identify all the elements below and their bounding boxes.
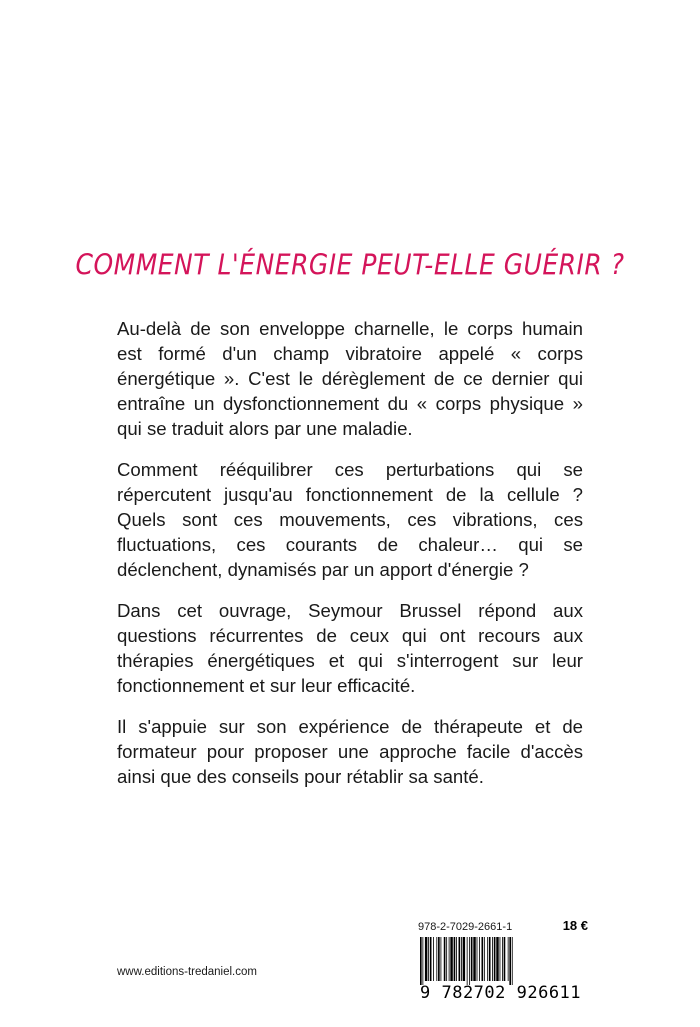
barcode-bar	[487, 937, 488, 981]
barcode-bar	[471, 937, 473, 981]
blurb-paragraph: Il s'appuie sur son expérience de thérapeute et de formateur pour proposer une approche facile d'accès ainsi que des conseils pour rétablir sa santé.	[117, 716, 583, 787]
barcode-bar	[463, 937, 465, 981]
barcode-bar	[512, 937, 513, 985]
barcode-bar	[479, 937, 480, 981]
barcode-bar	[444, 937, 446, 981]
barcode-bar	[428, 937, 429, 981]
barcode-bar	[482, 937, 484, 981]
barcode-bar	[425, 937, 427, 981]
barcode-bar	[446, 937, 447, 981]
blurb-paragraph: Au-delà de son enveloppe charnelle, le corps humain est formé d'un champ vibratoire appelé « corps énergétique ». C'est le dérèglement de ce dernier qui entraîne un dysfonctionnement du « corps physique » qui se traduit alors par une maladie.	[117, 318, 583, 439]
back-cover-blurb	[117, 316, 583, 805]
barcode-bar	[473, 937, 475, 981]
barcode-bar	[500, 937, 501, 981]
barcode-bar	[469, 937, 470, 985]
barcode-bar	[454, 937, 456, 981]
barcode-bar	[422, 937, 423, 985]
publisher-website: www.editions-tredaniel.com	[117, 966, 257, 978]
isbn: 978-2-7029-2661-1	[418, 921, 513, 933]
barcode-bar	[504, 937, 506, 981]
barcode-bar	[461, 937, 462, 981]
isbn-row	[418, 918, 588, 933]
barcode-bar	[489, 937, 491, 981]
barcode-bar	[494, 937, 496, 981]
barcode-bar	[449, 937, 450, 981]
barcode-bar	[467, 937, 468, 985]
barcode-bar	[509, 937, 511, 985]
barcode-bar	[420, 937, 422, 985]
barcode-bar	[496, 937, 498, 981]
barcode-bar	[433, 937, 434, 981]
barcode-bar	[502, 937, 503, 981]
barcode-bar	[508, 937, 509, 981]
barcode-bar	[492, 937, 493, 981]
blurb-paragraph: Comment rééquilibrer ces perturbations qui se répercutent jusqu'au fonctionnement de la cellule ? Quels sont ces mouvements, ces vibrations, ces fluctuations, ces courants de chaleur… qui se déclenchent, dynamisés par un apport d'énergie ?	[117, 459, 583, 580]
barcode-bar	[430, 937, 432, 981]
barcode-bar	[441, 937, 442, 981]
barcode-bar	[450, 937, 452, 981]
barcode-bar	[477, 937, 478, 981]
barcode-icon	[418, 937, 588, 985]
barcode-digits: 9 782702 926611	[420, 983, 582, 1003]
barcode-bar	[456, 937, 457, 981]
price: 18 €	[562, 918, 588, 933]
barcode-bar	[459, 937, 461, 981]
blurb-paragraph: Dans cet ouvrage, Seymour Brussel répond aux questions récurrentes de ceux qui ont recours aux thérapies énergétiques et qui s'interrogent sur leur fonctionnement et sur leur efficacité.	[117, 600, 583, 696]
barcode-bar	[438, 937, 440, 981]
headline: COMMENT L'ÉNERGIE PEUT-ELLE GUÉRIR ?	[75, 247, 625, 282]
barcode-bar	[484, 937, 485, 981]
barcode-block	[418, 918, 588, 1003]
barcode-bar	[436, 937, 437, 981]
